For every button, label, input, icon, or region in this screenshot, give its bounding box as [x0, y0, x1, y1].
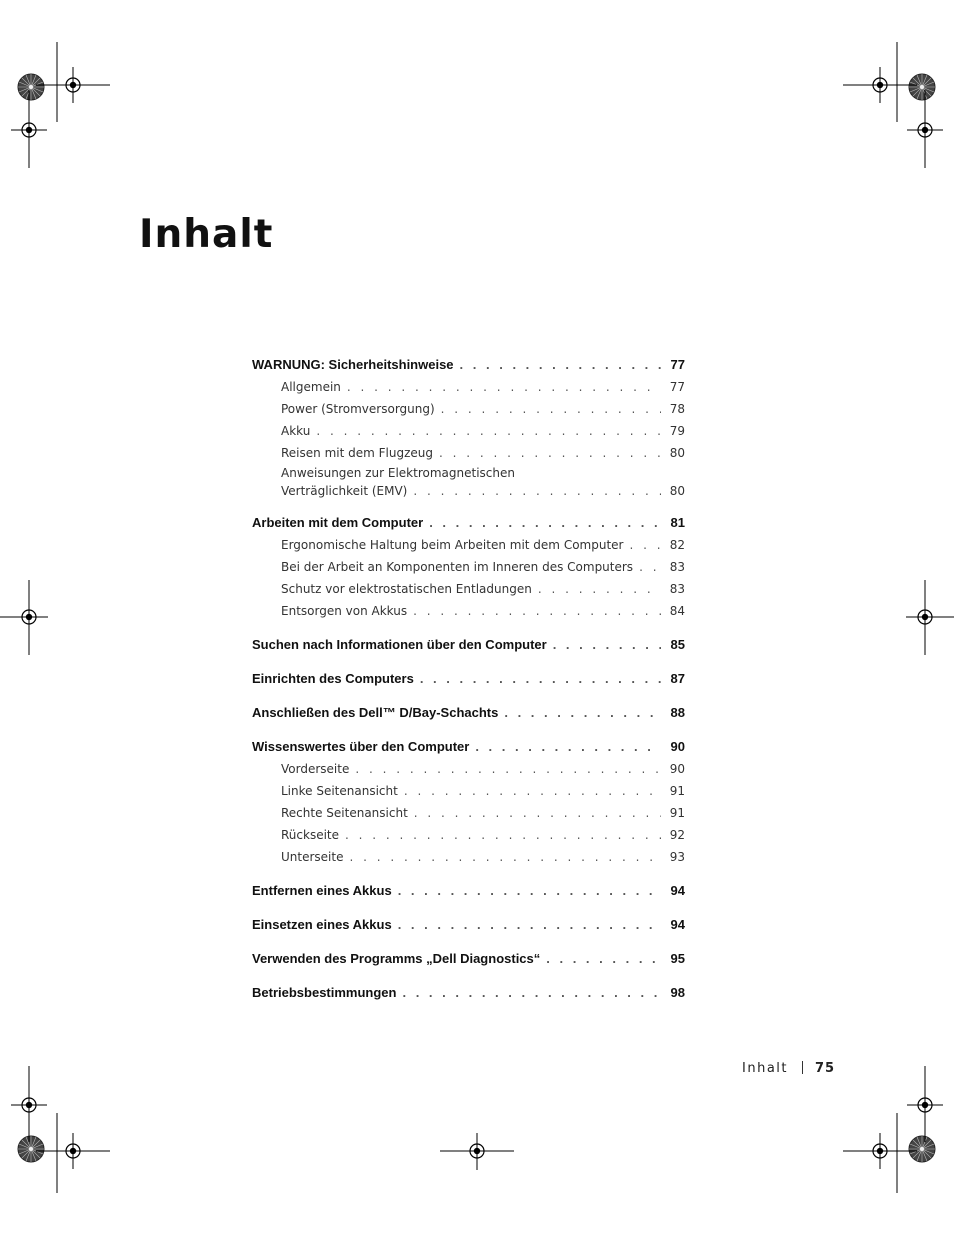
toc-page-number: 95 [670, 951, 685, 966]
toc-page-number: 94 [670, 917, 685, 932]
toc-entry-label-continued: Verträglichkeit (EMV) [281, 484, 408, 498]
toc-entry-label: Einsetzen eines Akkus [252, 917, 392, 932]
dot-leader [420, 668, 661, 690]
footer-label: Inhalt [742, 1061, 788, 1076]
toc-entry-reisen[interactable] [252, 442, 685, 464]
toc-page-number: 77 [670, 357, 685, 372]
toc-entry-label: WARNUNG: Sicherheitshinweise [252, 357, 454, 372]
toc-entry-label: Entfernen eines Akkus [252, 883, 392, 898]
toc-entry-warnung[interactable] [252, 354, 685, 376]
toc-page-number: 85 [670, 637, 685, 652]
dot-leader [475, 736, 661, 758]
toc-page-number: 80 [669, 446, 685, 460]
page-title: Inhalt [139, 212, 274, 257]
dot-leader [347, 376, 661, 398]
toc-page-number: 88 [670, 705, 685, 720]
dot-leader [404, 780, 661, 802]
toc-entry-label: Allgemein [281, 380, 341, 394]
toc-entry-label: Betriebsbestimmungen [252, 985, 397, 1000]
toc-entry-emv[interactable] [252, 464, 685, 500]
toc-entry-label: Linke Seitenansicht [281, 784, 398, 798]
toc-page-number: 90 [669, 762, 685, 776]
toc-page-number: 78 [669, 402, 685, 416]
dot-leader [553, 634, 661, 656]
toc-entry-vorderseite[interactable] [252, 758, 685, 780]
sunburst-mark [909, 74, 935, 100]
toc-page-number: 84 [669, 604, 685, 618]
dot-leader [398, 880, 661, 902]
dot-leader [629, 534, 661, 556]
toc-entry-links[interactable] [252, 780, 685, 802]
toc-entry-allgemein[interactable] [252, 376, 685, 398]
toc-page-number: 87 [670, 671, 685, 686]
page-footer [742, 1061, 835, 1076]
toc-entry-wissen[interactable] [252, 736, 685, 758]
dot-leader [316, 420, 661, 442]
dot-leader [349, 846, 661, 868]
dot-leader [345, 824, 661, 846]
toc-entry-label: Entsorgen von Akkus [281, 604, 408, 618]
toc-page-number: 91 [669, 784, 685, 798]
toc-entry-label: Rechte Seitenansicht [281, 806, 408, 820]
toc-page-number: 83 [669, 560, 685, 574]
dot-leader [413, 600, 661, 622]
table-of-contents [252, 354, 685, 1004]
toc-entry-label: Einrichten des Computers [252, 671, 414, 686]
toc-page-number: 92 [669, 828, 685, 842]
sunburst-mark [18, 1136, 44, 1162]
toc-page-number: 93 [669, 850, 685, 864]
toc-entry-einsetzen[interactable] [252, 914, 685, 936]
toc-entry-schutz[interactable] [252, 578, 685, 600]
toc-entry-label: Akku [281, 424, 311, 438]
footer-separator [802, 1061, 803, 1074]
toc-entry-arbeiten[interactable] [252, 512, 685, 534]
toc-entry-label: Reisen mit dem Flugzeug [281, 446, 433, 460]
toc-page-number: 77 [669, 380, 685, 394]
toc-entry-power[interactable] [252, 398, 685, 420]
toc-entry-suchen[interactable] [252, 634, 685, 656]
toc-page-number: 81 [670, 515, 685, 530]
toc-entry-label: Rückseite [281, 828, 340, 842]
toc-entry-rueckseite[interactable] [252, 824, 685, 846]
toc-entry-akku[interactable] [252, 420, 685, 442]
toc-page-number: 79 [669, 424, 685, 438]
dot-leader [414, 802, 661, 824]
toc-page-number: 91 [669, 806, 685, 820]
toc-entry-ergonomie[interactable] [252, 534, 685, 556]
toc-entry-label: Suchen nach Informationen über den Computer [252, 637, 547, 652]
toc-page-number: 83 [669, 582, 685, 596]
toc-entry-diagnostics[interactable] [252, 948, 685, 970]
toc-entry-label: Arbeiten mit dem Computer [252, 515, 424, 530]
toc-entry-komponenten[interactable] [252, 556, 685, 578]
toc-entry-betrieb[interactable] [252, 982, 685, 1004]
toc-entry-label: Wissenswertes über den Computer [252, 739, 470, 754]
dot-leader [460, 354, 661, 376]
toc-page-number: 94 [670, 883, 685, 898]
dot-leader [639, 556, 661, 578]
toc-page-number: 90 [670, 739, 685, 754]
dot-leader [355, 758, 661, 780]
dot-leader [439, 442, 661, 464]
dot-leader [546, 948, 661, 970]
toc-entry-label: Anschließen des Dell™ D/Bay-Schachts [252, 705, 499, 720]
toc-entry-rechts[interactable] [252, 802, 685, 824]
toc-entry-label: Schutz vor elektrostatischen Entladungen [281, 582, 532, 596]
toc-entry-label: Unterseite [281, 850, 344, 864]
toc-entry-label: Ergonomische Haltung beim Arbeiten mit dem Computer [281, 538, 624, 552]
toc-entry-dbay[interactable] [252, 702, 685, 724]
toc-entry-entsorgen[interactable] [252, 600, 685, 622]
toc-entry-label: Anweisungen zur Elektromagnetischen [281, 466, 515, 480]
dot-leader [402, 982, 661, 1004]
toc-entry-label: Bei der Arbeit an Komponenten im Inneren des Computers [281, 560, 634, 574]
dot-leader [398, 914, 661, 936]
toc-page-number: 82 [669, 538, 685, 552]
toc-page-number: 98 [670, 985, 685, 1000]
dot-leader [504, 702, 661, 724]
toc-entry-label: Vorderseite [281, 762, 350, 776]
dot-leader [538, 578, 661, 600]
sunburst-mark [909, 1136, 935, 1162]
dot-leader [429, 512, 661, 534]
toc-entry-entfernen[interactable] [252, 880, 685, 902]
page-number: 75 [815, 1061, 836, 1076]
toc-entry-label: Power (Stromversorgung) [281, 402, 435, 416]
toc-entry-einrichten[interactable] [252, 668, 685, 690]
dot-leader [413, 482, 661, 500]
toc-entry-label: Verwenden des Programms „Dell Diagnostics“ [252, 951, 541, 966]
sunburst-mark [18, 74, 44, 100]
toc-page-number: 80 [669, 484, 685, 498]
dot-leader [441, 398, 661, 420]
toc-entry-unterseite[interactable] [252, 846, 685, 868]
